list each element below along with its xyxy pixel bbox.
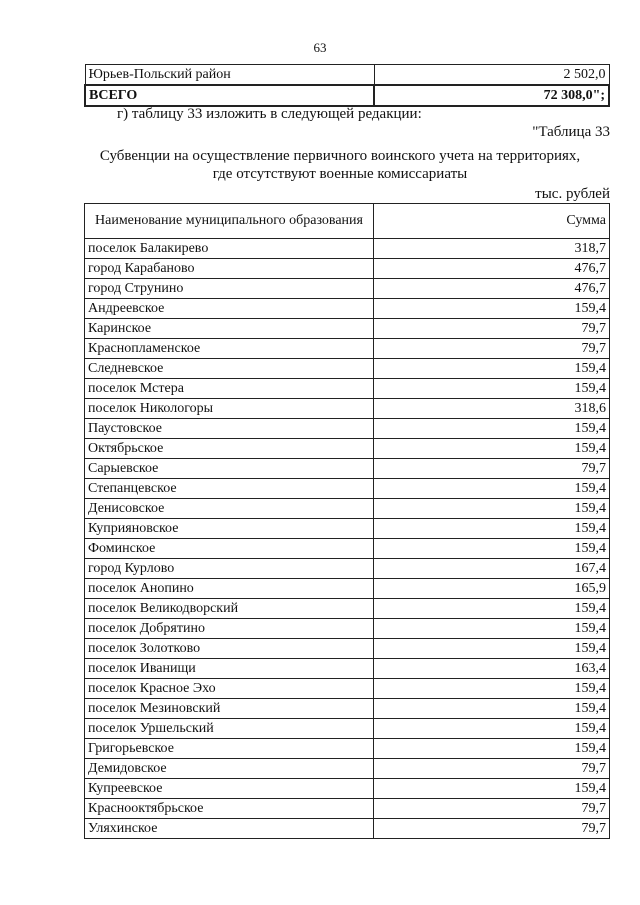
municipality-name: поселок Золотково (85, 639, 374, 659)
total-row (85, 85, 609, 106)
total-label: ВСЕГО (85, 85, 374, 106)
municipality-name: Уляхинское (85, 819, 374, 839)
municipality-name: Куприяновское (85, 519, 374, 539)
table-body (85, 239, 610, 839)
table-row (85, 359, 610, 379)
subvention-sum: 159,4 (374, 619, 610, 639)
table-row (85, 559, 610, 579)
municipality-name: город Струнино (85, 279, 374, 299)
municipality-name: Сарыевское (85, 459, 374, 479)
row-sum: 2 502,0 (374, 65, 609, 86)
table-row (85, 279, 610, 299)
table-row (85, 799, 610, 819)
table-row (85, 819, 610, 839)
subvention-sum: 159,4 (374, 299, 610, 319)
table-row (85, 379, 610, 399)
municipality-name: поселок Мстера (85, 379, 374, 399)
municipality-name: поселок Великодворский (85, 599, 374, 619)
subvention-sum: 165,9 (374, 579, 610, 599)
subvention-sum: 79,7 (374, 759, 610, 779)
municipality-name: поселок Мезиновский (85, 699, 374, 719)
subvention-sum: 159,4 (374, 699, 610, 719)
subvention-table (84, 203, 610, 839)
municipality-name: поселок Иванищи (85, 659, 374, 679)
subvention-sum: 318,6 (374, 399, 610, 419)
subvention-sum: 159,4 (374, 779, 610, 799)
table-row (85, 699, 610, 719)
table-row (85, 719, 610, 739)
table-row (85, 319, 610, 339)
table-row (85, 399, 610, 419)
municipality-name: Паустовское (85, 419, 374, 439)
municipality-name: Андреевское (85, 299, 374, 319)
table-row (85, 539, 610, 559)
table-row (85, 339, 610, 359)
unit-label: тыс. рублей (535, 186, 610, 202)
table-row (85, 779, 610, 799)
instruction-text: г) таблицу 33 изложить в следующей редакции: (117, 106, 422, 122)
table-row (85, 579, 610, 599)
municipality-name: Григорьевское (85, 739, 374, 759)
municipality-name: Демидовское (85, 759, 374, 779)
subvention-sum: 159,4 (374, 419, 610, 439)
table-row (85, 499, 610, 519)
municipality-name: Купреевское (85, 779, 374, 799)
subvention-sum: 79,7 (374, 819, 610, 839)
table-row (85, 739, 610, 759)
subvention-sum: 318,7 (374, 239, 610, 259)
header-name: Наименование муниципального образования (85, 204, 374, 239)
municipality-name: Краснопламенское (85, 339, 374, 359)
municipality-name: город Курлово (85, 559, 374, 579)
subvention-sum: 476,7 (374, 279, 610, 299)
subvention-sum: 159,4 (374, 359, 610, 379)
subvention-sum: 159,4 (374, 499, 610, 519)
municipality-name: Следневское (85, 359, 374, 379)
table-row (85, 759, 610, 779)
subvention-sum: 159,4 (374, 679, 610, 699)
table-row (85, 659, 610, 679)
caption-line-1: Субвенции на осуществление первичного воинского учета на территориях, (99, 148, 581, 164)
subvention-sum: 159,4 (374, 439, 610, 459)
municipality-name: Октябрьское (85, 439, 374, 459)
municipality-name: Степанцевское (85, 479, 374, 499)
table-row (85, 459, 610, 479)
table-row (85, 619, 610, 639)
subvention-sum: 79,7 (374, 339, 610, 359)
subvention-sum: 159,4 (374, 519, 610, 539)
table-row (85, 439, 610, 459)
subvention-sum: 79,7 (374, 459, 610, 479)
table-row (85, 299, 610, 319)
table-row (85, 599, 610, 619)
municipality-name: поселок Красное Эхо (85, 679, 374, 699)
subvention-sum: 159,4 (374, 599, 610, 619)
row-name: Юрьев-Польский район (85, 65, 374, 86)
municipality-name: поселок Анопино (85, 579, 374, 599)
table-row (85, 419, 610, 439)
total-sum: 72 308,0"; (374, 85, 609, 106)
subvention-sum: 163,4 (374, 659, 610, 679)
municipality-name: поселок Добрятино (85, 619, 374, 639)
table-row (85, 239, 610, 259)
table-row (85, 639, 610, 659)
page-number: 63 (313, 40, 327, 55)
subvention-sum: 167,4 (374, 559, 610, 579)
municipality-name: Фоминское (85, 539, 374, 559)
caption-line-2: где отсутствуют военные комиссариаты (212, 166, 468, 182)
municipality-name: Краснооктябрьское (85, 799, 374, 819)
subvention-sum: 159,4 (374, 539, 610, 559)
municipality-name: Каринское (85, 319, 374, 339)
table-row (85, 679, 610, 699)
subvention-sum: 79,7 (374, 799, 610, 819)
header-row (85, 204, 610, 239)
subvention-sum: 476,7 (374, 259, 610, 279)
table-row (85, 65, 609, 86)
subvention-sum: 159,4 (374, 719, 610, 739)
header-sum: Сумма (374, 204, 610, 239)
subvention-sum: 159,4 (374, 739, 610, 759)
municipality-name: поселок Балакирево (85, 239, 374, 259)
subvention-sum: 159,4 (374, 379, 610, 399)
subvention-sum: 159,4 (374, 479, 610, 499)
municipality-name: поселок Никологоры (85, 399, 374, 419)
municipality-name: поселок Уршельский (85, 719, 374, 739)
table-caption (60, 147, 620, 183)
subvention-sum: 159,4 (374, 639, 610, 659)
municipality-name: Денисовское (85, 499, 374, 519)
table-row (85, 519, 610, 539)
table-reference: "Таблица 33 (532, 124, 610, 140)
top-summary-table (84, 64, 610, 107)
table-row (85, 479, 610, 499)
table-row (85, 259, 610, 279)
subvention-sum: 79,7 (374, 319, 610, 339)
municipality-name: город Карабаново (85, 259, 374, 279)
